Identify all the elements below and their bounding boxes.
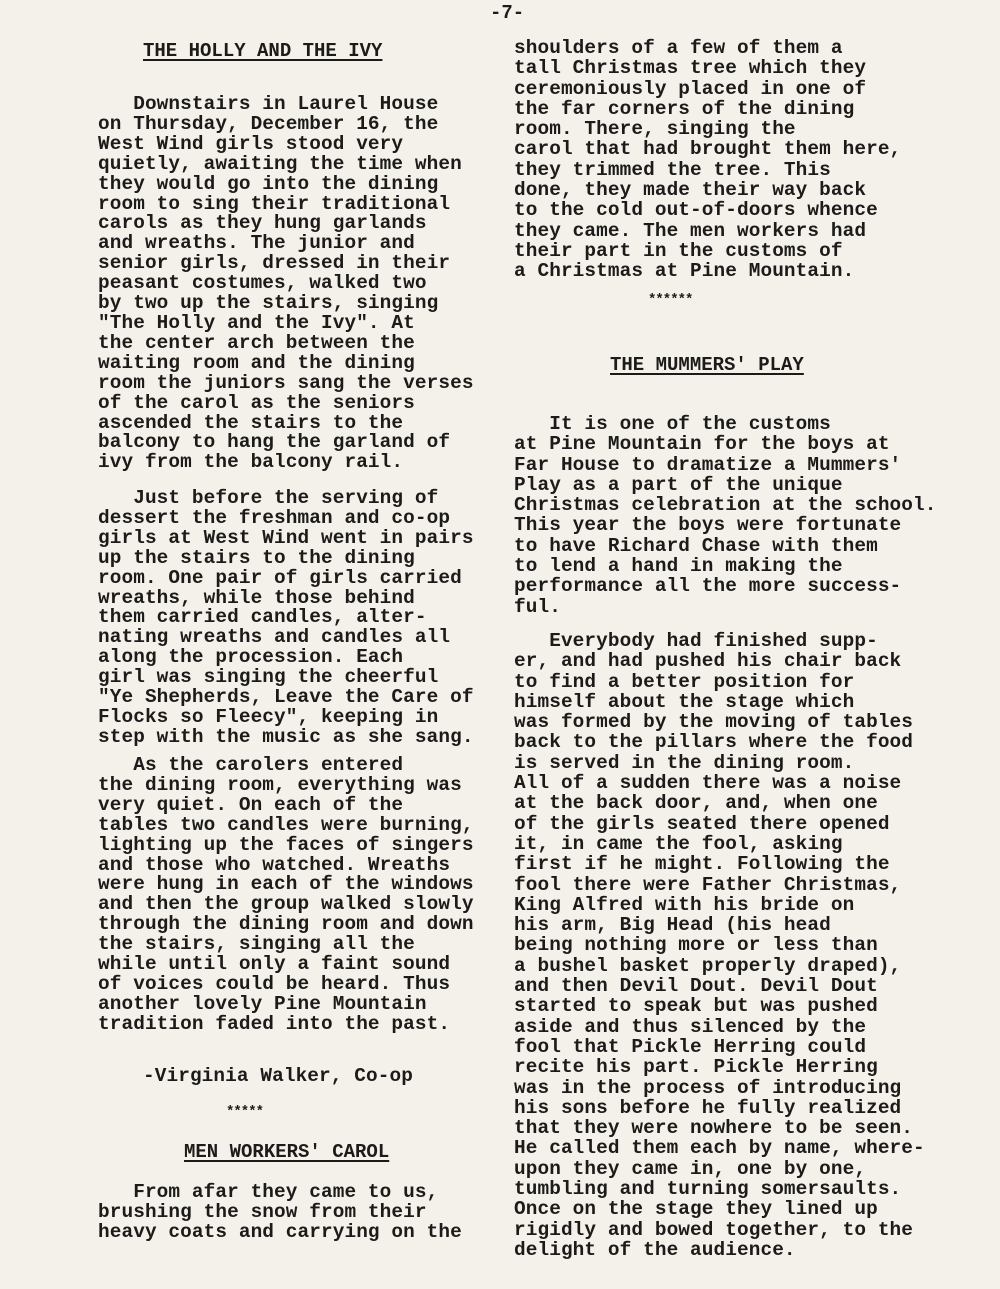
text-line: lighting up the faces of singers — [98, 833, 474, 856]
text-line: through the dining room and down — [98, 913, 474, 936]
text-line: a bushel basket properly draped), — [514, 954, 902, 977]
text-line: along the procession. Each — [98, 646, 404, 669]
text-line: ceremoniously placed in one of — [514, 77, 867, 100]
text-line: is served in the dining room. — [514, 751, 855, 774]
text-line: room. There, singing the — [514, 118, 796, 141]
text-line: the far corners of the dining — [514, 97, 855, 120]
section-separator: ***** — [226, 1104, 264, 1120]
text-line: and then the group walked slowly — [98, 893, 474, 916]
text-line: Everybody had finished supp- — [514, 630, 878, 652]
text-line: waiting room and the dining — [98, 351, 415, 374]
text-line: were hung in each of the windows — [98, 873, 474, 896]
text-line: er, and had pushed his chair back — [514, 650, 902, 673]
text-line: was in the process of introducing — [514, 1076, 902, 1099]
article-title-holly-and-ivy: THE HOLLY AND THE IVY — [143, 40, 383, 62]
text-line: and those who watched. Wreaths — [98, 853, 451, 876]
text-line: to lend a hand in making the — [514, 555, 843, 578]
text-line: Once on the stage they lined up — [514, 1198, 878, 1221]
section-separator: ****** — [648, 292, 693, 308]
text-line: West Wind girls stood very — [98, 132, 404, 155]
text-line: ivy from the balcony rail. — [98, 451, 404, 474]
text-line: the center arch between the — [98, 331, 415, 354]
text-line: Flocks so Fleecy", keeping in — [98, 705, 439, 728]
text-line: delight of the audience. — [514, 1238, 796, 1261]
text-line: they trimmed the tree. This — [514, 158, 831, 181]
text-line: carol that had brought them here, — [514, 138, 902, 161]
text-line: This year the boys were fortunate — [514, 514, 902, 537]
text-line: them carried candles, alter- — [98, 606, 427, 629]
text-line: fool that Pickle Herring could — [514, 1035, 867, 1058]
article-title-men-workers-carol: MEN WORKERS' CAROL — [184, 1141, 390, 1163]
text-line: to find a better position for — [514, 670, 855, 693]
byline — [143, 1067, 413, 1087]
text-line: girl was singing the cheerful — [98, 666, 439, 689]
text-line: peasant costumes, walked two — [98, 272, 427, 295]
text-line: while until only a faint sound — [98, 953, 451, 976]
text-line: tall Christmas tree which they — [514, 57, 867, 80]
text-line: of voices could be heard. Thus — [98, 972, 451, 995]
text-line: King Alfred with his bride on — [514, 893, 855, 916]
text-line: up the stairs to the dining — [98, 546, 415, 569]
text-line: done, they made their way back — [514, 179, 867, 202]
text-line: was formed by the moving of tables — [514, 711, 914, 734]
text-line: tumbling and turning somersaults. — [514, 1178, 902, 1201]
text-line: another lovely Pine Mountain — [98, 992, 427, 1015]
text-line: himself about the stage which — [514, 690, 855, 713]
text-line: Just before the serving of — [98, 487, 439, 509]
text-line: carols as they hung garlands — [98, 212, 427, 235]
text-line: Play as a part of the unique — [514, 473, 843, 496]
text-line: "Ye Shepherds, Leave the Care of — [98, 686, 474, 709]
paragraph — [514, 38, 901, 282]
text-line: He called them each by name, where- — [514, 1137, 925, 1160]
text-line: and then Devil Dout. Devil Dout — [514, 975, 878, 998]
text-line: recite his part. Pickle Herring — [514, 1056, 878, 1079]
paragraph — [98, 489, 474, 748]
text-line: heavy coats and carrying on the — [98, 1220, 462, 1243]
article-title-mummers-play: THE MUMMERS' PLAY — [610, 354, 804, 376]
text-line: Far House to dramatize a Mummers' — [514, 453, 902, 476]
text-line: quietly, awaiting the time when — [98, 152, 462, 175]
text-line: All of a sudden there was a noise — [514, 772, 902, 795]
text-line: the dining room, everything was — [98, 773, 462, 796]
text-line: at the back door, and, when one — [514, 792, 878, 815]
text-line: girls at West Wind went in pairs — [98, 526, 474, 549]
paragraph — [514, 414, 937, 617]
paragraph — [98, 756, 474, 1035]
text-line: tables two candles were burning, — [98, 813, 474, 836]
text-line: a Christmas at Pine Mountain. — [514, 260, 855, 283]
text-line: on Thursday, December 16, the — [98, 112, 439, 135]
text-line: they came. The men workers had — [514, 219, 867, 242]
text-line: As the carolers entered — [98, 754, 404, 776]
paragraph — [98, 95, 474, 473]
paragraph — [514, 631, 925, 1260]
text-line: his arm, Big Head (his head — [514, 914, 831, 937]
text-line: and wreaths. The junior and — [98, 232, 415, 255]
text-line: that they were nowhere to be seen. — [514, 1117, 914, 1140]
text-line: first if he might. Following the — [514, 853, 890, 876]
text-line: they would go into the dining — [98, 172, 439, 195]
page-number: -7- — [490, 2, 525, 24]
text-line: his sons before he fully realized — [514, 1096, 902, 1119]
text-line: balcony to hang the garland of — [98, 431, 451, 454]
text-line: Christmas celebration at the school. — [514, 494, 937, 517]
text-line: ful. — [514, 595, 561, 618]
text-line: Downstairs in Laurel House — [98, 93, 439, 115]
text-line: rigidly and bowed together, to the — [514, 1218, 914, 1241]
text-line: to the cold out-of-doors whence — [514, 199, 878, 222]
text-line: wreaths, while those behind — [98, 586, 415, 609]
text-line: the stairs, singing all the — [98, 933, 415, 956]
text-line: dessert the freshman and co-op — [98, 506, 451, 529]
text-line: tradition faded into the past. — [98, 1012, 451, 1035]
text-line: performance all the more success- — [514, 575, 902, 598]
text-line: fool there were Father Christmas, — [514, 873, 902, 896]
text-line: room the juniors sang the verses — [98, 371, 474, 394]
text-line: room. One pair of girls carried — [98, 566, 462, 589]
text-line: "The Holly and the Ivy". At — [98, 311, 415, 334]
text-line: of the girls seated there opened — [514, 812, 890, 835]
text-line: ascended the stairs to the — [98, 411, 404, 434]
text-line: at Pine Mountain for the boys at — [514, 433, 890, 456]
paragraph — [98, 1183, 462, 1243]
text-line: their part in the customs of — [514, 239, 843, 262]
text-line: nating wreaths and candles all — [98, 626, 451, 649]
text-line: of the carol as the seniors — [98, 391, 415, 414]
text-line: aside and thus silenced by the — [514, 1015, 867, 1038]
text-line: back to the pillars where the food — [514, 731, 914, 754]
text-line: room to sing their traditional — [98, 192, 451, 215]
text-line: very quiet. On each of the — [98, 793, 404, 816]
byline-text: -Virginia Walker, Co-op — [143, 1065, 413, 1087]
text-line: by two up the stairs, singing — [98, 292, 439, 315]
text-line: senior girls, dressed in their — [98, 252, 451, 275]
text-line: started to speak but was pushed — [514, 995, 878, 1018]
text-line: being nothing more or less than — [514, 934, 878, 957]
text-line: shoulders of a few of them a — [514, 37, 843, 59]
text-line: upon they came in, one by one, — [514, 1157, 867, 1180]
text-line: to have Richard Chase with them — [514, 534, 878, 557]
text-line: step with the music as she sang. — [98, 725, 474, 748]
text-line: From afar they came to us, — [98, 1181, 439, 1203]
text-line: It is one of the customs — [514, 413, 831, 435]
text-line: it, in came the fool, asking — [514, 832, 843, 855]
text-line: brushing the snow from their — [98, 1200, 427, 1223]
